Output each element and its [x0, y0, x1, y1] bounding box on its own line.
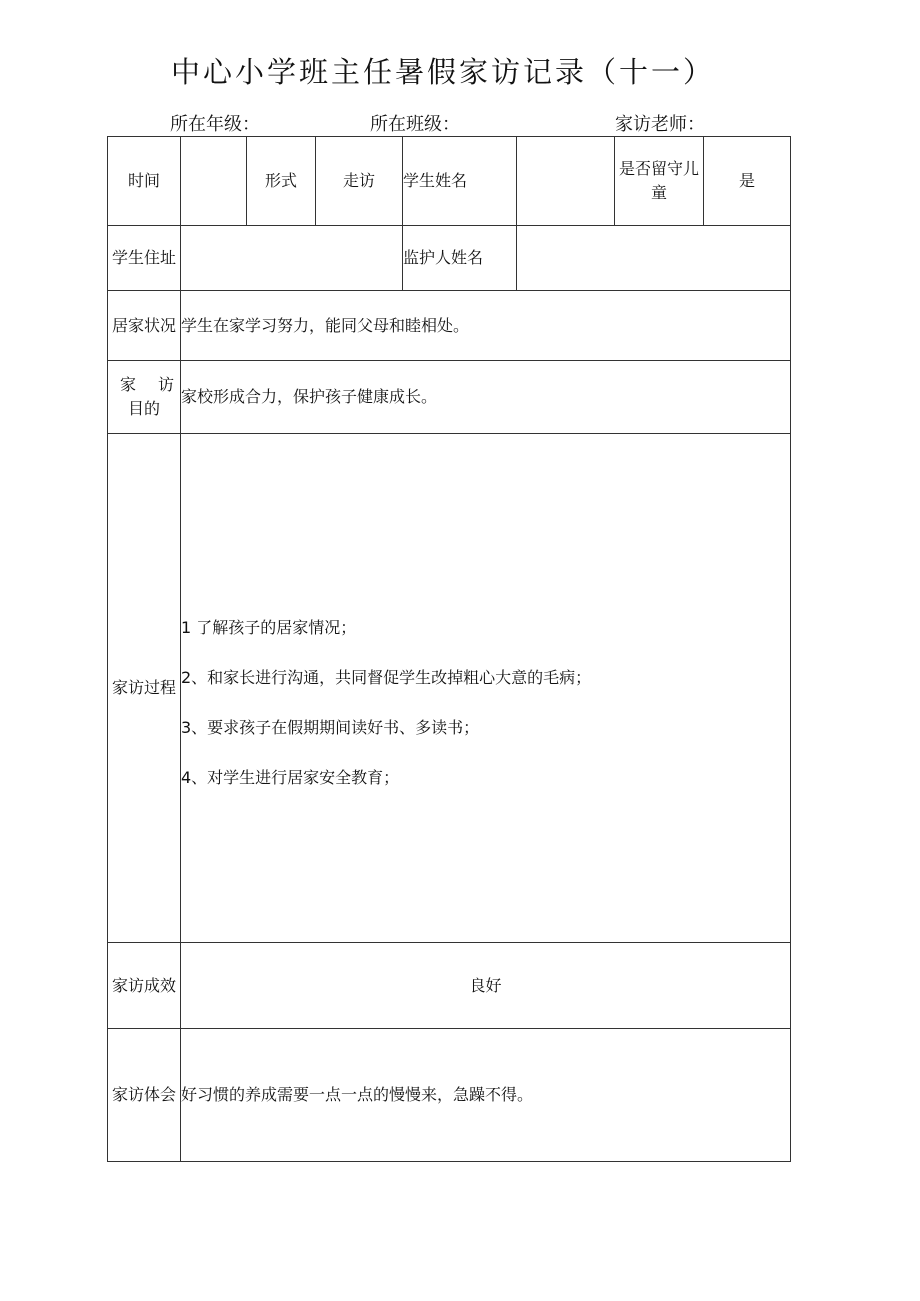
student-name-value	[517, 137, 615, 226]
table-row	[108, 434, 791, 943]
guardian-value	[517, 226, 791, 291]
visit-effect-label: 家访成效	[108, 943, 181, 1029]
visit-process-cell	[181, 434, 791, 943]
visit-purpose-label-part3: 目的	[127, 399, 160, 418]
visit-record-table	[107, 136, 791, 1162]
visit-experience-text: 好习惯的养成需要一点一点的慢慢来，急躁不得。	[181, 1029, 791, 1162]
home-status-label: 居家状况	[108, 291, 181, 361]
grade-label: 所在年级：	[170, 114, 260, 135]
visit-purpose-label-part1: 家	[120, 375, 137, 394]
visit-experience-label: 家访体会	[108, 1029, 181, 1162]
visit-purpose-label	[108, 361, 181, 434]
visit-purpose-label-part2: 访	[157, 375, 174, 394]
table-row	[108, 943, 791, 1029]
form-value: 走访	[316, 137, 403, 226]
table-row	[108, 361, 791, 434]
address-value	[181, 226, 403, 291]
visit-process-label: 家访过程	[108, 434, 181, 943]
address-label: 学生住址	[108, 226, 181, 291]
time-label: 时间	[108, 137, 181, 226]
left-behind-label: 是否留守儿童	[615, 137, 704, 226]
table-row	[108, 226, 791, 291]
list-item: 2、和家长进行沟通，共同督促学生改掉粗心大意的毛病；	[181, 668, 592, 687]
list-item: 4、对学生进行居家安全教育；	[181, 768, 400, 787]
list-item: 1 了解孩子的居家情况；	[181, 618, 357, 637]
form-label: 形式	[247, 137, 316, 226]
list-item: 3、要求孩子在假期期间读好书、多读书；	[181, 718, 480, 737]
guardian-label: 监护人姓名	[403, 226, 517, 291]
time-value	[181, 137, 247, 226]
visit-purpose-text: 家校形成合力，保护孩子健康成长。	[181, 361, 791, 434]
left-behind-value: 是	[704, 137, 791, 226]
visit-effect-text: 良好	[181, 943, 791, 1029]
teacher-label: 家访老师：	[615, 114, 705, 135]
table-row	[108, 1029, 791, 1162]
student-name-label: 学生姓名	[403, 137, 517, 226]
table-row	[108, 291, 791, 361]
page-title: 中心小学班主任暑假家访记录（十一）	[170, 55, 715, 89]
table-row	[108, 137, 791, 226]
home-status-text: 学生在家学习努力，能同父母和睦相处。	[181, 291, 791, 361]
class-label: 所在班级：	[370, 114, 460, 135]
